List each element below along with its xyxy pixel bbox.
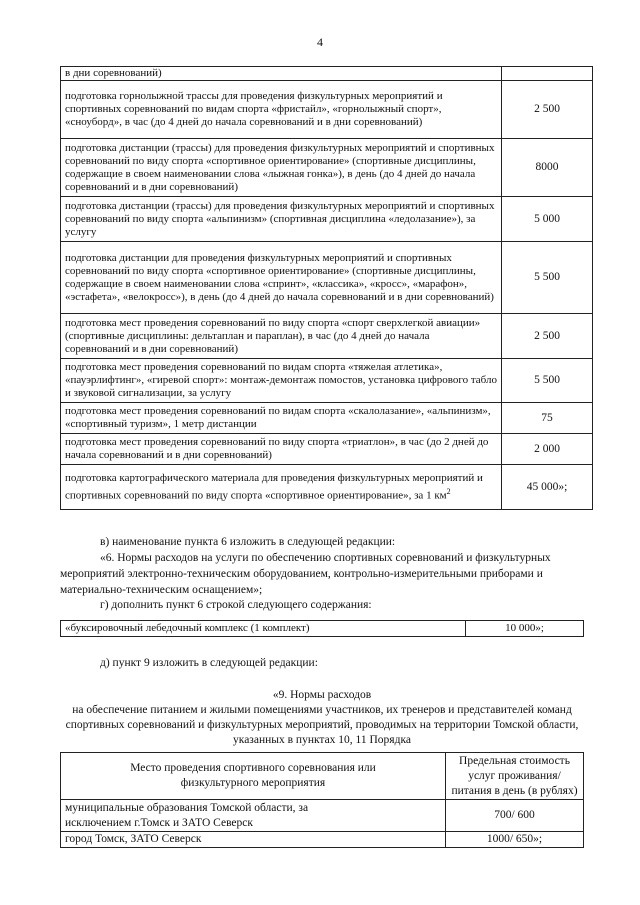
row-place: муниципальные образования Томской области, за исключением г.Томск и ЗАТО Северск xyxy=(61,800,446,832)
table-row xyxy=(61,67,593,81)
point-9-title xyxy=(60,688,584,748)
row-description: подготовка дистанции (трассы) для проведения физкультурных мероприятий и спортивных соревнований по виду спорта «альпинизм» (спортивная дисциплина «ледолазание»), за услугу xyxy=(61,197,502,242)
row-price: 2 500 xyxy=(502,81,593,139)
row-description xyxy=(61,465,502,510)
accommodation-meals-table xyxy=(60,752,584,848)
row-price: 5 500 xyxy=(502,242,593,314)
row-price: 5 000 xyxy=(502,197,593,242)
row-cost: 1000/ 650»; xyxy=(446,832,584,848)
page-number: 4 xyxy=(317,35,323,49)
header-place: Место проведения спортивного соревнования или физкультурного мероприятия xyxy=(61,753,446,800)
row-description: подготовка мест проведения соревнований по видам спорта «тяжелая атлетика», «пауэрлифтинг», «гиревой спорт»: монтаж-демонтаж помостов, установка цифрового табло и звуковой сигнализации, за услугу xyxy=(61,359,502,403)
row-description: подготовка дистанции (трассы) для проведения физкультурных мероприятий и спортивных соревнований по виду спорта «спортивное ориентирование» (спортивные дисциплины, содержащие в своем наименовании слова «лыжная гонка»), в день (до 4 дней до начала соревнований и в дни соревнований) xyxy=(61,139,502,197)
row-price: 75 xyxy=(502,403,593,434)
row-description: подготовка горнолыжной трассы для проведения физкультурных мероприятий и спортивных соревнований по видам спорта «фристайл», «горнолыжный спорт», «сноуборд», в час (до 4 дней до начала соревнований и в дни соревнований) xyxy=(61,81,502,139)
paragraph-d: д) пункт 9 изложить в следующей редакции: xyxy=(100,657,318,669)
row-description-text: подготовка картографического материала для проведения физкультурных мероприятий и спортивных соревнований по виду спорта «спортивное ориентирование», за 1 км xyxy=(65,471,483,502)
table-row xyxy=(61,81,593,139)
table-row xyxy=(61,197,593,242)
row-description: в дни соревнований) xyxy=(61,67,502,81)
row-description: подготовка мест проведения соревнований по видам спорта «скалолазание», «альпинизм», «спортивный туризм», 1 метр дистанции xyxy=(61,403,502,434)
table-row xyxy=(61,434,593,465)
table-row xyxy=(61,139,593,197)
table-row xyxy=(61,465,593,510)
row-price: 10 000»; xyxy=(466,621,584,637)
row-description: «буксировочный лебедочный комплекс (1 комплект) xyxy=(61,621,466,637)
table-header-row xyxy=(61,753,584,800)
header-cost: Предельная стоимость услуг проживания/ питания в день (в рублях) xyxy=(446,753,584,800)
table-row xyxy=(61,242,593,314)
superscript: 2 xyxy=(446,486,451,496)
point-9-heading: «9. Нормы расходов xyxy=(272,689,372,701)
paragraph-g: г) дополнить пункт 6 строкой следующего содержания: xyxy=(100,599,372,611)
row-description: подготовка мест проведения соревнований по виду спорта «спорт сверхлегкой авиации» (спортивные дисциплины: дельтаплан и параплан), в час (до 4 дней до начала соревнований и в дни соревнований) xyxy=(61,314,502,359)
towing-complex-table xyxy=(60,620,584,637)
row-cost: 700/ 600 xyxy=(446,800,584,832)
table-row xyxy=(61,800,584,832)
row-description: подготовка дистанции для проведения физкультурных мероприятий и спортивных соревнований по виду спорта «спортивное ориентирование» (спортивные дисциплины, содержащие в своем наименовании слова «спринт», «классика», «кросс», «марафон», «эстафета», «велокросс»), в день (до 4 дней до начала соревнований и в дни соревнований) xyxy=(61,242,502,314)
table-row xyxy=(61,832,584,848)
row-place: город Томск, ЗАТО Северск xyxy=(61,832,446,848)
row-price: 5 500 xyxy=(502,359,593,403)
table-row xyxy=(61,621,584,637)
table-row xyxy=(61,403,593,434)
point-9-subtitle: на обеспечение питанием и жилыми помещениями участников, их тренеров и представителей команд спортивных соревнований и физкультурных мероприятий, проводимых на территории Томской области, указанных в пунктах 10, 11 Порядка xyxy=(65,704,579,746)
row-price: 2 000 xyxy=(502,434,593,465)
paragraph-b-quote: «6. Нормы расходов на услуги по обеспечению спортивных соревнований и физкультурных мероприятий электронно-техническим оборудованием, контрольно-измерительными приборами и материально-техническим оснащением»; xyxy=(60,552,551,596)
table-row xyxy=(61,359,593,403)
row-price: 45 000»; xyxy=(502,465,593,510)
row-price xyxy=(502,67,593,81)
row-price: 2 500 xyxy=(502,314,593,359)
expense-norms-table xyxy=(60,66,593,510)
row-price: 8000 xyxy=(502,139,593,197)
row-description: подготовка мест проведения соревнований по виду спорта «триатлон», в час (до 2 дней до начала соревнований и в дни соревнований) xyxy=(61,434,502,465)
table-row xyxy=(61,314,593,359)
paragraph-b: в) наименование пункта 6 изложить в следующей редакции: xyxy=(100,536,396,548)
